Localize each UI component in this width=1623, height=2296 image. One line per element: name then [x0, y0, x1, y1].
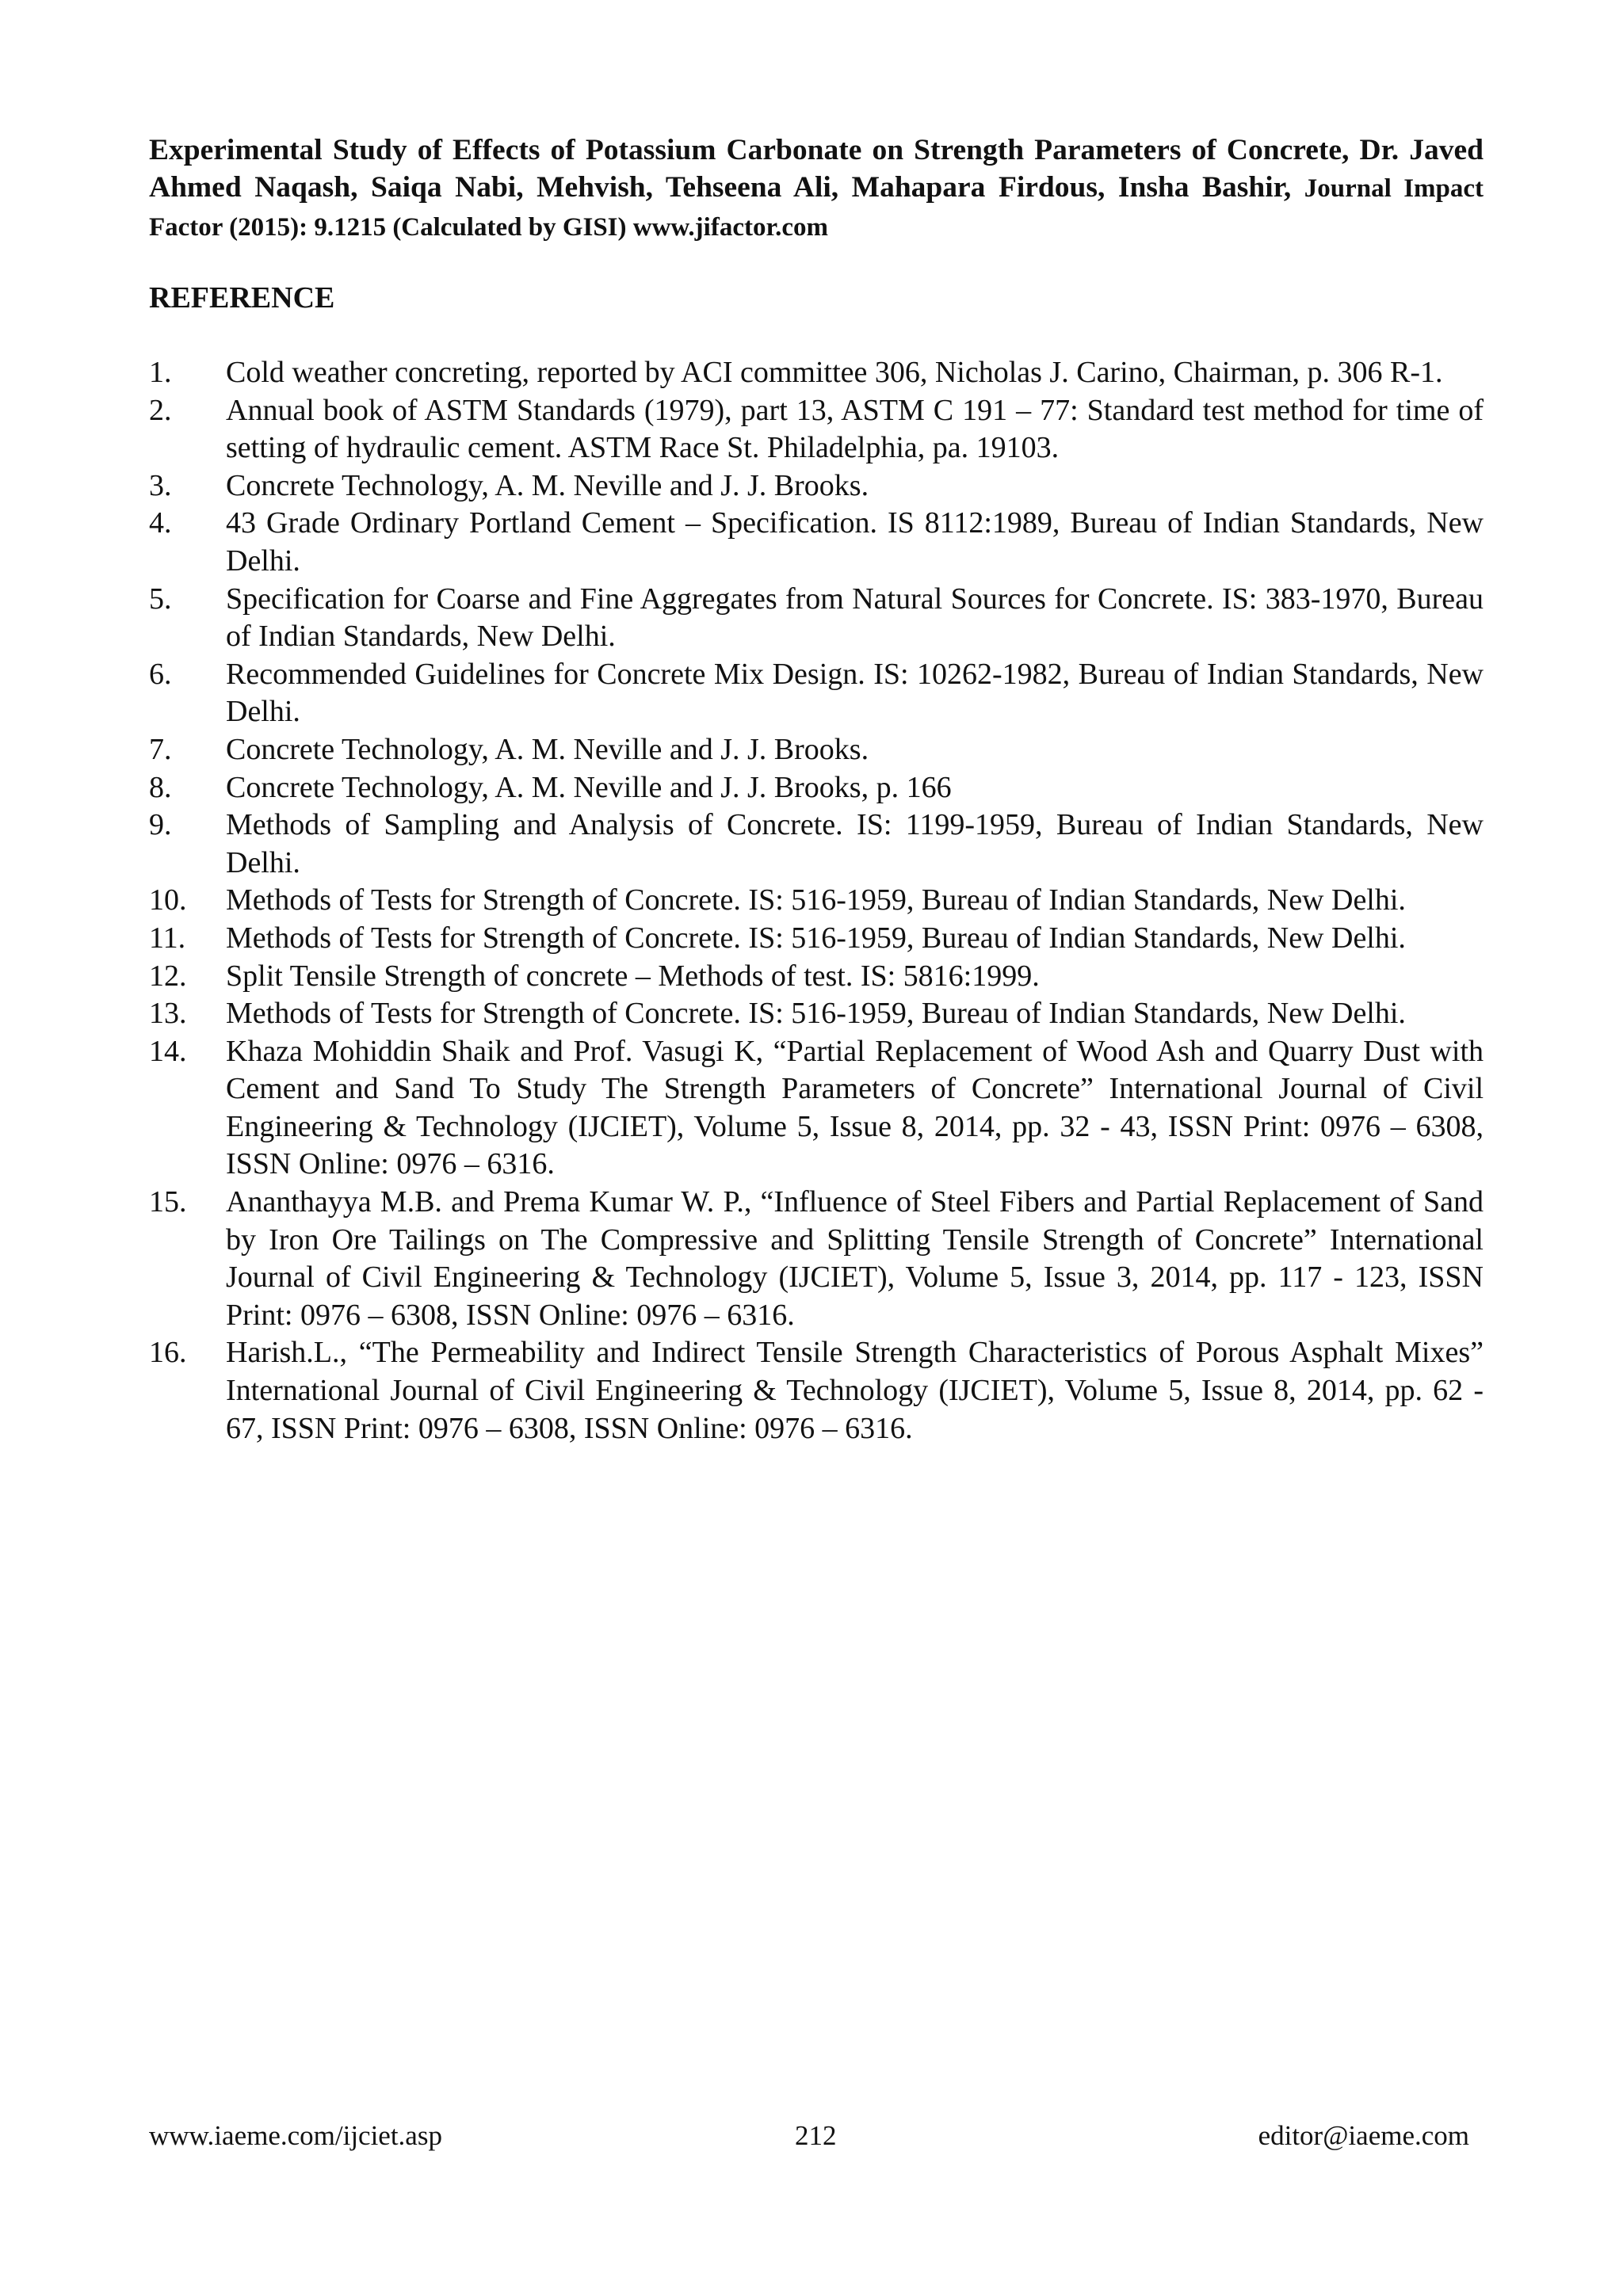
reference-item [149, 920, 1484, 958]
reference-number: 13. [149, 997, 187, 1031]
journal-impact-info: Journal Impact Factor (2015): 9.1215 (Calculated by GISI) www.jifactor.com [149, 174, 1484, 242]
reference-text: 43 Grade Ordinary Portland Cement – Specification. IS 8112:1989, Bureau of Indian Standards, New Delhi. [226, 506, 1484, 578]
reference-text: Methods of Tests for Strength of Concrete. IS: 516-1959, Bureau of Indian Standards, New Delhi. [226, 997, 1406, 1031]
reference-number: 2. [149, 393, 172, 427]
reference-item [149, 731, 1484, 769]
reference-text: Recommended Guidelines for Concrete Mix Design. IS: 10262-1982, Bureau of Indian Standards, New Delhi. [226, 657, 1484, 729]
reference-number: 9. [149, 808, 172, 842]
reference-number: 12. [149, 959, 187, 993]
reference-number: 10. [149, 883, 187, 917]
reference-text: Ananthayya M.B. and Prema Kumar W. P., “Influence of Steel Fibers and Partial Replacement of Sand by Iron Ore Tailings on The Compressive and Splitting Tensile Strength of Concrete” International Journal of Civil Engineering & Technology (IJCIET), Volume 5, Issue 3, 2014, pp. 117 - 123, ISSN Print: 0976 – 6308, ISSN Online: 0976 – 6316. [226, 1185, 1484, 1332]
footer-email: editor@iaeme.com [1258, 2120, 1469, 2151]
references-heading: REFERENCE [149, 281, 335, 315]
reference-item [149, 769, 1484, 807]
reference-number: 6. [149, 657, 172, 691]
reference-item [149, 656, 1484, 731]
reference-item [149, 995, 1484, 1033]
reference-number: 7. [149, 732, 172, 766]
reference-item [149, 958, 1484, 996]
reference-text: Annual book of ASTM Standards (1979), part 13, ASTM C 191 – 77: Standard test method for time of setting of hydraulic cement. ASTM Race St. Philadelphia, pa. 19103. [226, 393, 1484, 465]
footer-website: www.iaeme.com/ijciet.asp [149, 2120, 442, 2151]
reference-item [149, 1184, 1484, 1334]
reference-item [149, 1334, 1484, 1447]
reference-number: 16. [149, 1336, 187, 1370]
reference-text: Khaza Mohiddin Shaik and Prof. Vasugi K, “Partial Replacement of Wood Ash and Quarry Dust with Cement and Sand To Study The Strength Parameters of Concrete” International Journal of Civil Engineering & Technology (IJCIET), Volume 5, Issue 8, 2014, pp. 32 - 43, ISSN Print: 0976 – 6308, ISSN Online: 0976 – 6316. [226, 1034, 1484, 1181]
reference-text: Concrete Technology, A. M. Neville and J. J. Brooks. [226, 732, 869, 766]
reference-text: Concrete Technology, A. M. Neville and J. J. Brooks, p. 166 [226, 770, 952, 804]
reference-item [149, 505, 1484, 580]
reference-text: Split Tensile Strength of concrete – Methods of test. IS: 5816:1999. [226, 959, 1040, 993]
paper-title: Experimental Study of Effects of Potassium Carbonate on Strength Parameters of Concrete, [149, 134, 1350, 166]
footer-page-number: 212 [795, 2120, 837, 2151]
reference-text: Methods of Sampling and Analysis of Concrete. IS: 1199-1959, Bureau of Indian Standards, New Delhi. [226, 808, 1484, 879]
reference-item [149, 467, 1484, 505]
reference-number: 15. [149, 1185, 187, 1219]
reference-number: 8. [149, 770, 172, 804]
reference-number: 3. [149, 468, 172, 502]
reference-number: 4. [149, 506, 172, 540]
reference-text: Concrete Technology, A. M. Neville and J. J. Brooks. [226, 468, 869, 502]
reference-text: Methods of Tests for Strength of Concrete. IS: 516-1959, Bureau of Indian Standards, New Delhi. [226, 883, 1406, 917]
reference-number: 11. [149, 921, 186, 955]
reference-number: 14. [149, 1034, 187, 1068]
reference-text: Cold weather concreting, reported by ACI committee 306, Nicholas J. Carino, Chairman, p. 306 R-1. [226, 356, 1443, 389]
reference-item [149, 1033, 1484, 1184]
reference-item [149, 392, 1484, 467]
paper-header [149, 132, 1484, 246]
reference-number: 1. [149, 356, 172, 389]
reference-item [149, 807, 1484, 882]
references-list [149, 354, 1484, 1447]
paper-authors: Dr. Javed Ahmed Naqash, Saiqa Nabi, Mehvish, Tehseena Ali, Mahapara Firdous, Insha Bashir, [149, 134, 1484, 204]
reference-number: 5. [149, 582, 172, 616]
reference-text: Methods of Tests for Strength of Concrete. IS: 516-1959, Bureau of Indian Standards, New Delhi. [226, 921, 1406, 955]
reference-text: Specification for Coarse and Fine Aggregates from Natural Sources for Concrete. IS: 383-1970, Bureau of Indian Standards, New Delhi. [226, 582, 1484, 654]
reference-item [149, 882, 1484, 920]
reference-item [149, 581, 1484, 656]
reference-item [149, 354, 1484, 392]
reference-text: Harish.L., “The Permeability and Indirect Tensile Strength Characteristics of Porous Asphalt Mixes” International Journal of Civil Engineering & Technology (IJCIET), Volume 5, Issue 8, 2014, pp. 62 - 67, ISSN Print: 0976 – 6308, ISSN Online: 0976 – 6316. [226, 1336, 1484, 1445]
